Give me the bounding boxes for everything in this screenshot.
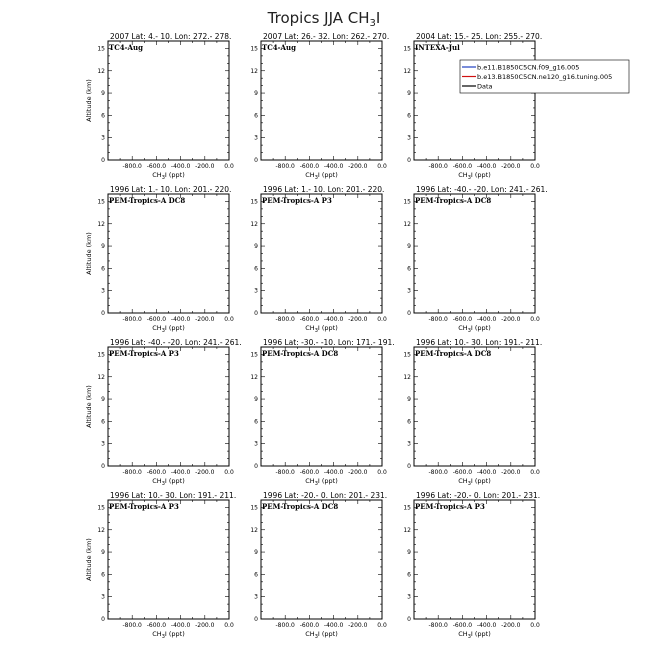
x-tick-label: -400.0 — [476, 622, 497, 629]
y-tick-label: 0 — [101, 157, 105, 164]
x-tick-label: -400.0 — [170, 469, 191, 476]
campaign-label: PEM-Tropics-A P3 — [415, 502, 485, 511]
y-axis-label: Altitude (km) — [85, 385, 93, 428]
x-tick-label: -400.0 — [170, 622, 191, 629]
y-tick-label: 9 — [101, 549, 105, 557]
x-axis-label: $CH_3I$ (ppt) — [458, 477, 491, 487]
y-tick-label: 3 — [254, 440, 258, 448]
x-tick-label: -600.0 — [146, 316, 167, 323]
campaign-label: PEM-Tropics-A P3 — [262, 196, 332, 205]
x-tick-label: 0.0 — [377, 316, 387, 323]
plot-frame — [108, 41, 229, 160]
x-tick-label: -200.0 — [348, 469, 368, 476]
x-tick-label: -800.0 — [428, 163, 448, 170]
plot-frame — [414, 194, 535, 313]
y-tick-label: 9 — [407, 90, 411, 98]
y-tick-label: 9 — [254, 396, 258, 404]
x-tick-label: -800.0 — [275, 469, 295, 476]
plot-frame — [414, 347, 535, 466]
x-axis-label: $CH_3I$ (ppt) — [458, 171, 491, 181]
y-tick-label: 6 — [407, 265, 411, 273]
x-tick-label: -400.0 — [476, 316, 497, 323]
plot-frame — [108, 500, 229, 619]
y-tick-label: 0 — [254, 463, 258, 470]
x-tick-label: 0.0 — [224, 469, 234, 476]
panel-header: 1996 Lat: -30.- -10. Lon: 171.- 191. — [263, 338, 395, 347]
x-tick-label: -200.0 — [501, 622, 521, 629]
y-tick-label: 15 — [403, 351, 411, 359]
y-tick-label: 9 — [101, 90, 105, 98]
y-tick-label: 3 — [101, 287, 105, 295]
y-tick-label: 15 — [97, 504, 105, 512]
y-tick-label: 15 — [403, 504, 411, 512]
y-tick-label: 3 — [407, 593, 411, 601]
y-tick-label: 12 — [403, 526, 411, 534]
panel-header: 2007 Lat: 26.- 32. Lon: 262.- 270. — [263, 32, 390, 41]
panel-6 — [403, 185, 547, 334]
y-tick-label: 15 — [250, 504, 258, 512]
plot-frame — [261, 347, 382, 466]
panel-4 — [85, 185, 234, 334]
x-tick-label: -200.0 — [195, 163, 215, 170]
y-tick-label: 3 — [101, 440, 105, 448]
y-tick-label: 6 — [254, 418, 258, 426]
panel-header: 1996 Lat: 1.- 10. Lon: 201.- 220. — [263, 185, 385, 194]
plot-frame — [414, 41, 535, 160]
x-tick-label: -200.0 — [195, 622, 215, 629]
y-tick-label: 6 — [254, 112, 258, 120]
campaign-label: PEM-Tropics-A DC8 — [415, 196, 492, 205]
figure-title — [267, 9, 381, 29]
y-tick-label: 3 — [254, 134, 258, 142]
panel-3 — [403, 32, 542, 181]
x-tick-label: -600.0 — [452, 622, 473, 629]
y-tick-label: 9 — [101, 396, 105, 404]
y-tick-label: 0 — [101, 463, 105, 470]
y-tick-label: 12 — [97, 373, 105, 381]
y-tick-label: 15 — [97, 351, 105, 359]
x-axis-label: $CH_3I$ (ppt) — [458, 324, 491, 334]
y-tick-label: 0 — [101, 616, 105, 623]
y-tick-label: 9 — [101, 243, 105, 251]
plot-frame — [108, 194, 229, 313]
x-tick-label: -800.0 — [275, 622, 295, 629]
campaign-label: TC4-Aug — [109, 43, 143, 52]
y-tick-label: 6 — [407, 418, 411, 426]
x-tick-label: -200.0 — [195, 316, 215, 323]
x-tick-label: 0.0 — [377, 469, 387, 476]
plot-frame — [261, 500, 382, 619]
x-tick-label: -400.0 — [476, 163, 497, 170]
y-tick-label: 6 — [101, 265, 105, 273]
x-tick-label: -600.0 — [299, 622, 320, 629]
x-tick-label: -600.0 — [299, 469, 320, 476]
y-tick-label: 0 — [407, 463, 411, 470]
panel-header: 1996 Lat: -20.- 0. Lon: 201.- 231. — [263, 491, 388, 500]
x-tick-label: -400.0 — [170, 316, 191, 323]
x-tick-label: -600.0 — [452, 163, 473, 170]
x-tick-label: -600.0 — [146, 163, 167, 170]
figure-title-main: Tropics JJA CH — [267, 9, 370, 27]
figure-title-sub: 3 — [369, 18, 376, 29]
y-tick-label: 6 — [254, 265, 258, 273]
y-tick-label: 12 — [403, 220, 411, 228]
x-axis-label: $CH_3I$ (ppt) — [152, 171, 185, 181]
panel-header: 1996 Lat: -40.- -20. Lon: 241.- 261. — [110, 338, 242, 347]
x-axis-label: $CH_3I$ (ppt) — [152, 324, 185, 334]
x-tick-label: 0.0 — [377, 622, 387, 629]
panel-7 — [85, 338, 242, 487]
panel-11 — [250, 491, 387, 640]
panel-12 — [403, 491, 540, 640]
x-tick-label: -200.0 — [501, 316, 521, 323]
y-tick-label: 0 — [407, 616, 411, 623]
panel-header: 2007 Lat: 4.- 10. Lon: 272.- 278. — [110, 32, 232, 41]
y-tick-label: 0 — [254, 157, 258, 164]
x-tick-label: -600.0 — [146, 622, 167, 629]
y-tick-label: 0 — [254, 616, 258, 623]
x-tick-label: 0.0 — [530, 163, 540, 170]
y-tick-label: 12 — [403, 67, 411, 75]
x-tick-label: -800.0 — [122, 622, 142, 629]
y-tick-label: 6 — [254, 571, 258, 579]
x-tick-label: -200.0 — [348, 622, 368, 629]
plot-frame — [414, 500, 535, 619]
panel-1 — [85, 32, 234, 181]
campaign-label: TC4-Aug — [262, 43, 296, 52]
y-tick-label: 6 — [101, 418, 105, 426]
y-tick-label: 9 — [254, 549, 258, 557]
y-tick-label: 12 — [97, 220, 105, 228]
x-tick-label: 0.0 — [530, 622, 540, 629]
x-tick-label: -600.0 — [299, 163, 320, 170]
x-tick-label: -400.0 — [323, 469, 344, 476]
plot-frame — [108, 347, 229, 466]
y-tick-label: 0 — [101, 310, 105, 317]
panel-header: 2004 Lat: 15.- 25. Lon: 255.- 270. — [416, 32, 543, 41]
x-tick-label: -200.0 — [501, 469, 521, 476]
x-tick-label: -600.0 — [452, 316, 473, 323]
x-axis-label: $CH_3I$ (ppt) — [305, 477, 338, 487]
x-axis-label: $CH_3I$ (ppt) — [305, 171, 338, 181]
panel-header: 1996 Lat: 10.- 30. Lon: 191.- 211. — [416, 338, 543, 347]
campaign-label: PEM-Tropics-A DC8 — [262, 349, 339, 358]
y-tick-label: 9 — [407, 549, 411, 557]
panel-2 — [250, 32, 389, 181]
x-tick-label: 0.0 — [224, 316, 234, 323]
panel-8 — [250, 338, 394, 487]
x-tick-label: 0.0 — [224, 622, 234, 629]
x-tick-label: 0.0 — [377, 163, 387, 170]
legend-label: Data — [477, 82, 493, 91]
y-axis-label: Altitude (km) — [85, 232, 93, 275]
x-tick-label: 0.0 — [530, 316, 540, 323]
y-tick-label: 12 — [250, 220, 258, 228]
x-tick-label: -800.0 — [428, 469, 448, 476]
x-tick-label: -400.0 — [323, 163, 344, 170]
y-tick-label: 6 — [407, 571, 411, 579]
legend-label: b.e13.B1850C5CN.ne120_g16.tuning.005 — [477, 72, 613, 81]
panel-10 — [85, 491, 236, 640]
x-axis-label: $CH_3I$ (ppt) — [152, 630, 185, 640]
x-axis-label: $CH_3I$ (ppt) — [305, 324, 338, 334]
x-tick-label: -800.0 — [275, 316, 295, 323]
y-tick-label: 3 — [254, 593, 258, 601]
legend-label: b.e11.B1850C5CN.f09_g16.005 — [477, 63, 580, 72]
campaign-label: PEM-Tropics-A DC8 — [262, 502, 339, 511]
y-tick-label: 6 — [101, 571, 105, 579]
x-tick-label: -600.0 — [146, 469, 167, 476]
y-tick-label: 9 — [407, 243, 411, 251]
y-tick-label: 9 — [254, 90, 258, 98]
y-tick-label: 3 — [101, 593, 105, 601]
y-tick-label: 3 — [407, 440, 411, 448]
y-tick-label: 15 — [97, 198, 105, 206]
y-tick-label: 12 — [250, 526, 258, 534]
x-tick-label: -200.0 — [501, 163, 521, 170]
y-tick-label: 15 — [403, 45, 411, 53]
panel-header: 1996 Lat: -40.- -20. Lon: 241.- 261. — [416, 185, 548, 194]
x-tick-label: 0.0 — [224, 163, 234, 170]
x-tick-label: -600.0 — [299, 316, 320, 323]
x-tick-label: -800.0 — [275, 163, 295, 170]
y-tick-label: 12 — [250, 67, 258, 75]
y-tick-label: 15 — [250, 198, 258, 206]
y-tick-label: 0 — [254, 310, 258, 317]
x-axis-label: $CH_3I$ (ppt) — [458, 630, 491, 640]
x-tick-label: -400.0 — [323, 622, 344, 629]
y-axis-label: Altitude (km) — [85, 538, 93, 581]
y-tick-label: 3 — [254, 287, 258, 295]
panel-grid — [85, 32, 629, 640]
y-tick-label: 9 — [254, 243, 258, 251]
figure-title-end: I — [375, 9, 381, 27]
panel-9 — [403, 338, 542, 487]
legend — [460, 60, 629, 93]
campaign-label: PEM-Tropics-A DC8 — [109, 196, 186, 205]
plot-frame — [261, 41, 382, 160]
y-tick-label: 15 — [97, 45, 105, 53]
y-tick-label: 15 — [250, 351, 258, 359]
y-tick-label: 12 — [97, 67, 105, 75]
campaign-label: PEM-Tropics-A P3 — [109, 502, 179, 511]
x-tick-label: 0.0 — [530, 469, 540, 476]
y-tick-label: 12 — [97, 526, 105, 534]
x-tick-label: -800.0 — [428, 316, 448, 323]
y-tick-label: 6 — [407, 112, 411, 120]
campaign-label: PEM-Tropics-A P3 — [109, 349, 179, 358]
y-tick-label: 3 — [407, 134, 411, 142]
x-tick-label: -200.0 — [348, 163, 368, 170]
y-tick-label: 15 — [250, 45, 258, 53]
plot-frame — [261, 194, 382, 313]
panel-header: 1996 Lat: -20.- 0. Lon: 201.- 231. — [416, 491, 541, 500]
x-axis-label: $CH_3I$ (ppt) — [152, 477, 185, 487]
x-tick-label: -800.0 — [122, 163, 142, 170]
x-tick-label: -200.0 — [195, 469, 215, 476]
y-tick-label: 12 — [403, 373, 411, 381]
x-axis-label: $CH_3I$ (ppt) — [305, 630, 338, 640]
x-tick-label: -600.0 — [452, 469, 473, 476]
panel-header: 1996 Lat: 1.- 10. Lon: 201.- 220. — [110, 185, 232, 194]
x-tick-label: -200.0 — [348, 316, 368, 323]
x-tick-label: -400.0 — [170, 163, 191, 170]
y-tick-label: 3 — [101, 134, 105, 142]
panel-header: 1996 Lat: 10.- 30. Lon: 191.- 211. — [110, 491, 237, 500]
x-tick-label: -800.0 — [122, 316, 142, 323]
y-tick-label: 0 — [407, 157, 411, 164]
y-tick-label: 12 — [250, 373, 258, 381]
y-tick-label: 3 — [407, 287, 411, 295]
y-tick-label: 15 — [403, 198, 411, 206]
x-tick-label: -400.0 — [476, 469, 497, 476]
y-tick-label: 9 — [407, 396, 411, 404]
campaign-label: PEM-Tropics-A DC8 — [415, 349, 492, 358]
x-tick-label: -800.0 — [428, 622, 448, 629]
y-tick-label: 6 — [101, 112, 105, 120]
y-axis-label: Altitude (km) — [85, 79, 93, 122]
x-tick-label: -400.0 — [323, 316, 344, 323]
y-tick-label: 0 — [407, 310, 411, 317]
panel-5 — [250, 185, 387, 334]
campaign-label: INTEXA-Jul — [415, 43, 460, 52]
x-tick-label: -800.0 — [122, 469, 142, 476]
